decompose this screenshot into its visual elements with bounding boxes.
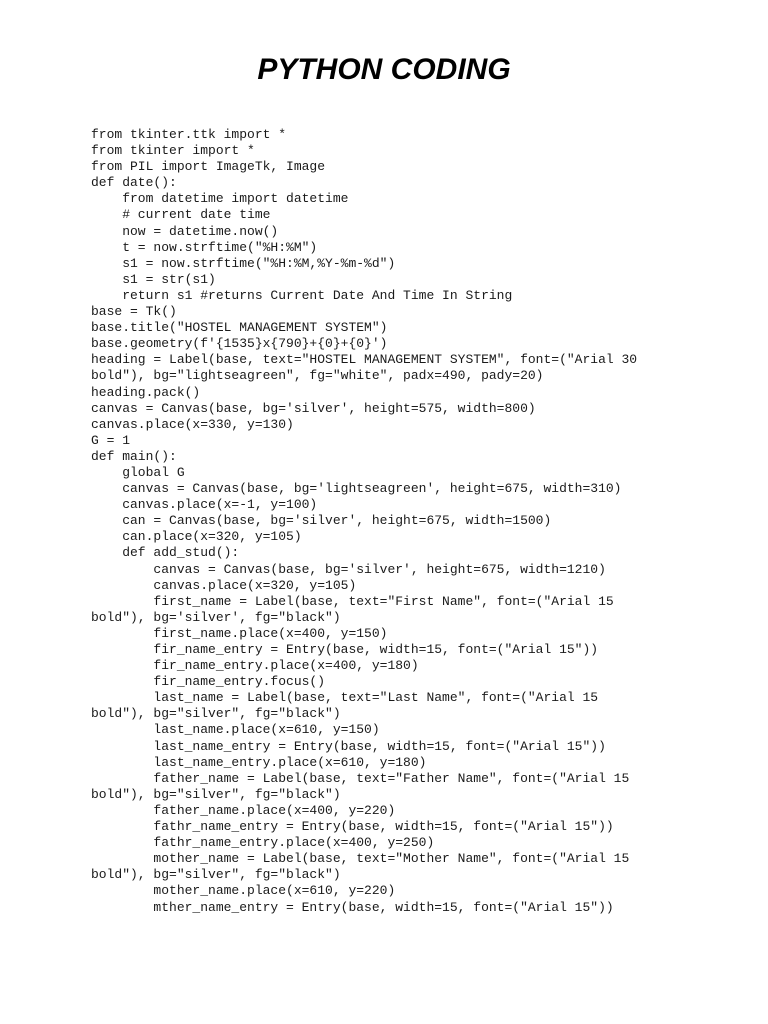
code-line: now = datetime.now() (91, 223, 279, 239)
code-line: last_name_entry = Entry(base, width=15, font=("Arial 15")) (91, 738, 606, 754)
code-line: first_name.place(x=400, y=150) (91, 625, 388, 641)
code-line: father_name.place(x=400, y=220) (91, 802, 396, 818)
code-line: last_name = Label(base, text="Last Name", font=("Arial 15 (91, 690, 599, 706)
code-line: canvas.place(x=-1, y=100) (91, 497, 318, 513)
code-line: def date(): (91, 175, 177, 191)
code-line: global G (91, 464, 185, 480)
document-title: PYTHON CODING (257, 53, 511, 86)
code-line: t = now.strftime("%H:%M") (91, 239, 318, 255)
code-line: heading = Label(base, text="HOSTEL MANAGEMENT SYSTEM", font=("Arial 30 (91, 352, 638, 368)
code-line: from datetime import datetime (91, 191, 349, 207)
code-line: from tkinter import * (91, 143, 255, 159)
code-line: father_name = Label(base, text="Father Name", font=("Arial 15 (91, 770, 630, 786)
code-line: first_name = Label(base, text="First Name", font=("Arial 15 (91, 593, 614, 609)
code-block (91, 127, 691, 916)
code-line: s1 = now.strftime("%H:%M,%Y-%m-%d") (91, 255, 396, 271)
code-line: fir_name_entry = Entry(base, width=15, font=("Arial 15")) (91, 642, 599, 657)
code-line: can.place(x=320, y=105) (91, 529, 302, 545)
code-line: base.geometry(f'{1535}x{790}+{0}+{0}') (91, 336, 388, 352)
code-line: fir_name_entry.place(x=400, y=180) (91, 658, 419, 674)
code-line: bold"), bg="silver", fg="black") (91, 867, 341, 883)
code-line: last_name.place(x=610, y=150) (91, 722, 380, 738)
code-line: return s1 #returns Current Date And Time In String (91, 287, 513, 303)
code-line: # current date time (91, 207, 271, 223)
code-line: last_name_entry.place(x=610, y=180) (91, 754, 427, 770)
code-line: bold"), bg='silver', fg="black") (91, 609, 341, 625)
code-line: mother_name.place(x=610, y=220) (91, 883, 396, 899)
code-line: fathr_name_entry.place(x=400, y=250) (91, 835, 435, 851)
code-line: mther_name_entry = Entry(base, width=15, font=("Arial 15")) (91, 899, 614, 915)
code-line: fathr_name_entry = Entry(base, width=15, font=("Arial 15")) (91, 819, 614, 835)
code-line: base.title("HOSTEL MANAGEMENT SYSTEM") (91, 320, 388, 336)
code-line: base = Tk() (91, 304, 177, 320)
code-line: canvas = Canvas(base, bg='lightseagreen', height=675, width=310) (91, 481, 622, 497)
code-line: can = Canvas(base, bg='silver', height=675, width=1500) (91, 513, 552, 529)
code-line: bold"), bg="lightseagreen", fg="white", padx=490, pady=20) (91, 368, 544, 384)
code-line: fir_name_entry.focus() (91, 674, 326, 690)
code-line: canvas.place(x=330, y=130) (91, 416, 294, 432)
code-line: def main(): (91, 448, 177, 464)
code-line: from tkinter.ttk import * (91, 127, 287, 142)
code-line: canvas.place(x=320, y=105) (91, 577, 357, 593)
code-line: mother_name = Label(base, text="Mother Name", font=("Arial 15 (91, 851, 630, 867)
code-line: s1 = str(s1) (91, 271, 216, 287)
code-line: bold"), bg="silver", fg="black") (91, 706, 341, 722)
code-line: bold"), bg="silver", fg="black") (91, 786, 341, 802)
code-line: canvas = Canvas(base, bg='silver', height=575, width=800) (91, 400, 536, 416)
code-line: heading.pack() (91, 384, 201, 400)
code-line: canvas = Canvas(base, bg='silver', height=675, width=1210) (91, 561, 606, 577)
code-line: G = 1 (91, 432, 131, 448)
code-line: from PIL import ImageTk, Image (91, 159, 326, 175)
code-line: def add_stud(): (91, 545, 240, 561)
